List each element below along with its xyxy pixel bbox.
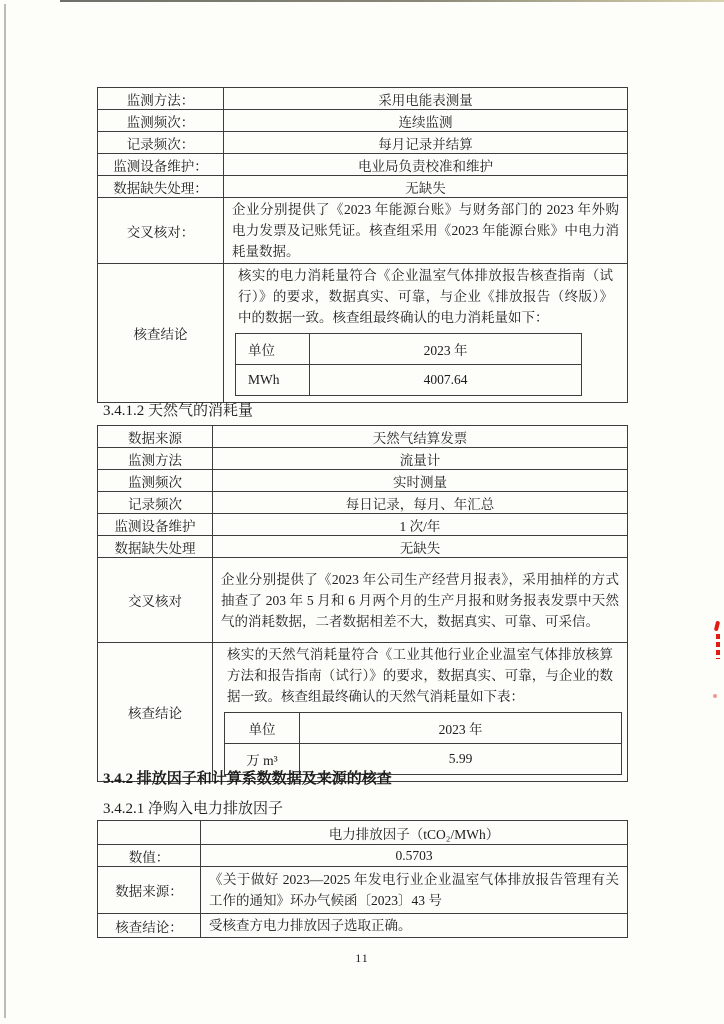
conclusion-row bbox=[98, 264, 628, 403]
row-label: 核查结论： bbox=[98, 914, 201, 938]
inner-header-row bbox=[236, 334, 582, 365]
scan-edge-top bbox=[60, 0, 724, 2]
row-value: 0.5703 bbox=[201, 845, 628, 867]
table-row bbox=[98, 492, 628, 514]
inner-value-row bbox=[236, 365, 582, 396]
row-value: 流量计 bbox=[213, 448, 628, 470]
row-label: 交叉核对： bbox=[98, 198, 224, 264]
row-label: 记录频次 bbox=[98, 492, 213, 514]
natural-gas-monitoring-table bbox=[97, 425, 628, 782]
row-value bbox=[224, 264, 628, 403]
red-pen-mark bbox=[713, 694, 717, 698]
row-value: 实时测量 bbox=[213, 470, 628, 492]
data-source-text: 《关于做好 2023—2025 年发电行业企业温室气体排放报告管理有关工作的通知》环办气候函〔2023〕43 号 bbox=[209, 872, 619, 908]
electricity-consumption-table bbox=[235, 333, 582, 396]
red-pen-mark bbox=[716, 634, 720, 659]
cross-check-text: 企业分别提供了《2023 年公司生产经营月报表》，采用抽样的方式抽查了 203 年 5 月和 6 月两个月的生产月报和财务报表发票中天然气的消耗数据，二者数据相差不大，数据真实、可靠、可采信。 bbox=[221, 571, 619, 629]
conclusion-text: 受核查方电力排放因子选取正确。 bbox=[209, 918, 412, 933]
cross-check-row bbox=[98, 558, 628, 643]
table-row bbox=[98, 845, 628, 867]
inner-header-row bbox=[225, 713, 622, 744]
row-value: 采用电能表测量 bbox=[224, 88, 628, 110]
value-cell: 4007.64 bbox=[310, 365, 582, 396]
row-label: 核查结论 bbox=[98, 643, 213, 782]
row-label: 监测设备维护 bbox=[98, 514, 213, 536]
table-row bbox=[98, 426, 628, 448]
row-value: 无缺失 bbox=[224, 176, 628, 198]
row-value: 每月记录并结算 bbox=[224, 132, 628, 154]
electricity-emission-factor-table bbox=[97, 820, 628, 938]
section-heading-emission-factors: 3.4.2 排放因子和计算系数数据及来源的核查 bbox=[103, 771, 392, 787]
conclusion-row bbox=[98, 643, 628, 782]
table-row bbox=[98, 514, 628, 536]
row-value bbox=[201, 867, 628, 914]
row-value: 天然气结算发票 bbox=[213, 426, 628, 448]
table-row bbox=[98, 132, 628, 154]
row-value bbox=[213, 643, 628, 782]
unit-cell: MWh bbox=[236, 365, 310, 396]
unit-cell: 万 m³ bbox=[225, 744, 300, 775]
row-label: 数据来源： bbox=[98, 867, 201, 914]
scan-edge-left bbox=[4, 4, 6, 1018]
table-row bbox=[98, 110, 628, 132]
section-heading-natural-gas: 3.4.1.2 天然气的消耗量 bbox=[103, 403, 254, 419]
row-value: 1 次/年 bbox=[213, 514, 628, 536]
table-row bbox=[98, 88, 628, 110]
factor-header-cell: 电力排放因子（tCO₂/MWh） bbox=[201, 821, 628, 845]
unit-header-cell: 单位 bbox=[225, 713, 300, 744]
row-value: 电业局负责校准和维护 bbox=[224, 154, 628, 176]
row-label: 交叉核对 bbox=[98, 558, 213, 643]
unit-header-cell: 单位 bbox=[236, 334, 310, 365]
row-value bbox=[213, 558, 628, 643]
row-value: 连续监测 bbox=[224, 110, 628, 132]
table-row bbox=[98, 536, 628, 558]
row-label: 数据来源 bbox=[98, 426, 213, 448]
cross-check-text: 企业分别提供了《2023 年能源台账》与财务部门的 2023 年外购电力发票及记账凭证。核查组采用《2023 年能源台账》中电力消耗量数据。 bbox=[232, 202, 619, 259]
row-value bbox=[224, 198, 628, 264]
header-row bbox=[98, 821, 628, 845]
row-label: 核查结论 bbox=[98, 264, 224, 403]
row-value bbox=[201, 914, 628, 938]
table-row bbox=[98, 470, 628, 492]
red-pen-mark bbox=[714, 621, 720, 632]
table-row bbox=[98, 448, 628, 470]
table-row bbox=[98, 154, 628, 176]
conclusion-text: 核实的天然气消耗量符合《工业其他行业企业温室气体排放核算方法和报告指南（试行）》的要求，数据真实、可靠，与企业的数据一致。核查组最终确认的天然气消耗量如下表： bbox=[227, 647, 613, 704]
row-label: 监测方法： bbox=[98, 88, 224, 110]
conclusion-row bbox=[98, 914, 628, 938]
year-header-cell: 2023 年 bbox=[310, 334, 582, 365]
row-label: 监测频次 bbox=[98, 470, 213, 492]
row-label: 监测方法 bbox=[98, 448, 213, 470]
row-label: 数据缺失处理 bbox=[98, 536, 213, 558]
cross-check-row bbox=[98, 198, 628, 264]
value-cell: 5.99 bbox=[300, 744, 622, 775]
electricity-monitoring-table bbox=[97, 87, 628, 403]
table-row bbox=[98, 176, 628, 198]
year-header-cell: 2023 年 bbox=[300, 713, 622, 744]
row-label: 数据缺失处理： bbox=[98, 176, 224, 198]
gas-consumption-table bbox=[224, 712, 622, 775]
page-number: 11 bbox=[355, 951, 369, 965]
empty-header-cell bbox=[98, 821, 201, 845]
row-value: 每日记录，每月、年汇总 bbox=[213, 492, 628, 514]
row-label: 监测频次： bbox=[98, 110, 224, 132]
row-label: 记录频次： bbox=[98, 132, 224, 154]
section-heading-purchased-electricity-factor: 3.4.2.1 净购入电力排放因子 bbox=[103, 801, 284, 817]
conclusion-text: 核实的电力消耗量符合《企业温室气体排放报告核查指南（试行）》的要求，数据真实、可靠，与企业《排放报告（终版）》中的数据一致。核查组最终确认的电力消耗量如下： bbox=[238, 268, 613, 325]
row-label: 数值： bbox=[98, 845, 201, 867]
table-row bbox=[98, 867, 628, 914]
row-value: 无缺失 bbox=[213, 536, 628, 558]
row-label: 监测设备维护： bbox=[98, 154, 224, 176]
